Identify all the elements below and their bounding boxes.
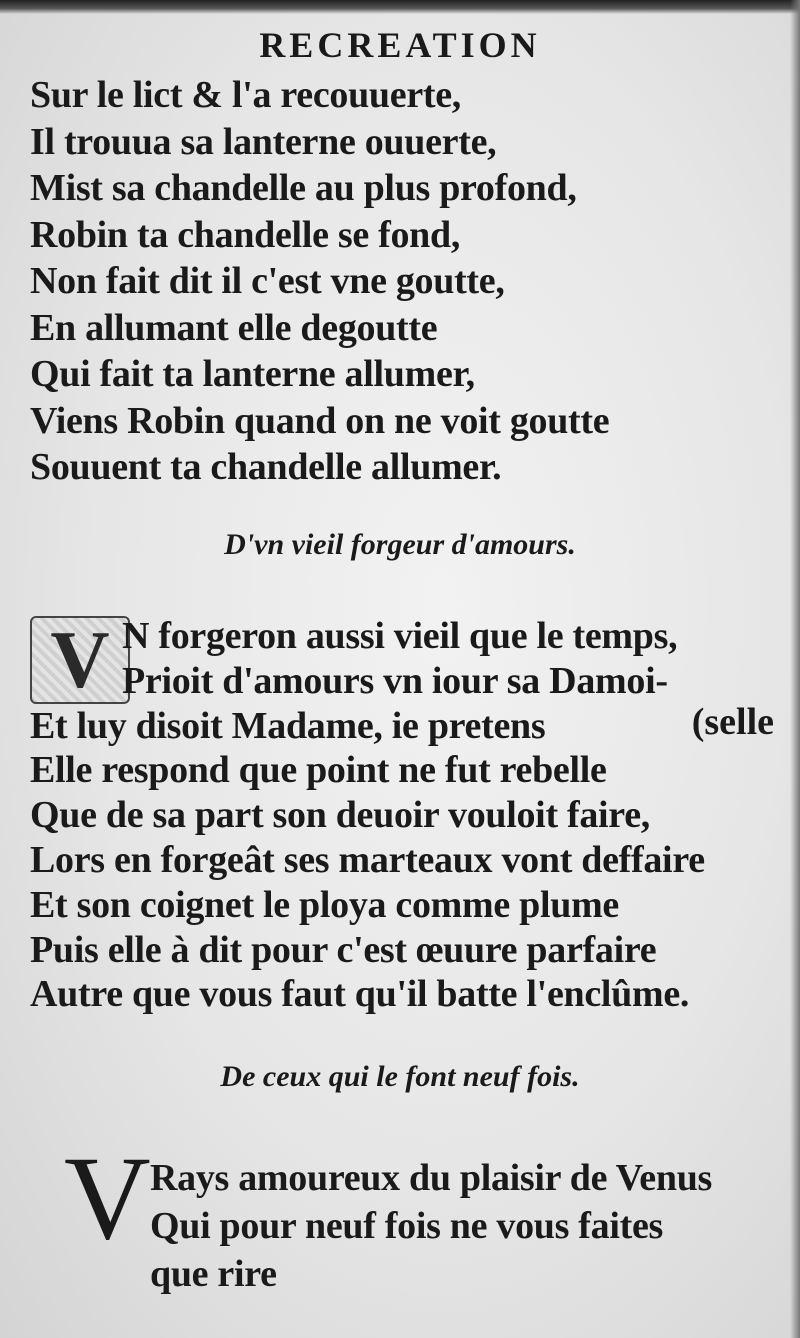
verse-line: Viens Robin quand on ne voit goutte: [30, 399, 610, 442]
poem-title-vieil-forgeur: D'vn vieil forgeur d'amours.: [224, 528, 576, 561]
verse-line: Robin ta chandelle se fond,: [30, 213, 461, 256]
ornamental-drop-cap: V: [30, 616, 130, 704]
page-top-edge: [0, 0, 800, 14]
page-right-edge: [790, 0, 800, 1338]
poem-title-neuf-fois: De ceux qui le font neuf fois.: [220, 1060, 580, 1093]
verse-line: Et son coignet le ploya comme plume: [30, 883, 620, 926]
verse-line: Puis elle à dit pour c'est œuure parfaire: [30, 928, 657, 971]
running-header: RECREATION: [259, 25, 541, 65]
verse-line: Il trouua sa lanterne ouuerte,: [30, 120, 497, 163]
line-continuation: (selle: [691, 701, 774, 743]
verse-line: Autre que vous faut qu'il batte l'enclûme.: [30, 973, 690, 1016]
verse-line: Et luy disoit Madame, ie pretens: [30, 704, 546, 747]
verse-line: Que de sa part son deuoir vouloit faire,: [30, 794, 650, 837]
poem-two: [30, 614, 790, 1017]
verse-line: Rays amoureux du plaisir de Venus: [150, 1157, 713, 1199]
verse-line: Lors en forgeât ses marteaux vont deffaire: [30, 838, 705, 881]
verse-line: Prioit d'amours vn iour sa Damoi-: [122, 659, 668, 702]
verse-line: Mist sa chandelle au plus profond,: [30, 167, 577, 209]
verse-line: Sur le lict & l'a recouuerte,: [30, 74, 462, 116]
verse-line: Qui pour neuf fois ne vous faites: [150, 1205, 664, 1247]
large-initial-letter: V: [64, 1131, 151, 1264]
verse-line: Souuent ta chandelle allumer.: [30, 446, 502, 488]
verse-line: Qui fait ta lanterne allumer,: [30, 353, 475, 395]
poem-three: [150, 1154, 800, 1298]
verse-line: En allumant elle degoutte: [30, 306, 438, 349]
verse-line: que rire: [150, 1253, 277, 1295]
verse-line: Non fait dit il c'est vne goutte,: [30, 260, 505, 302]
verse-line: N forgeron aussi vieil que le temps,: [122, 615, 678, 657]
poem-one: [30, 72, 790, 491]
verse-line: Elle respond que point ne fut rebelle: [30, 749, 607, 792]
